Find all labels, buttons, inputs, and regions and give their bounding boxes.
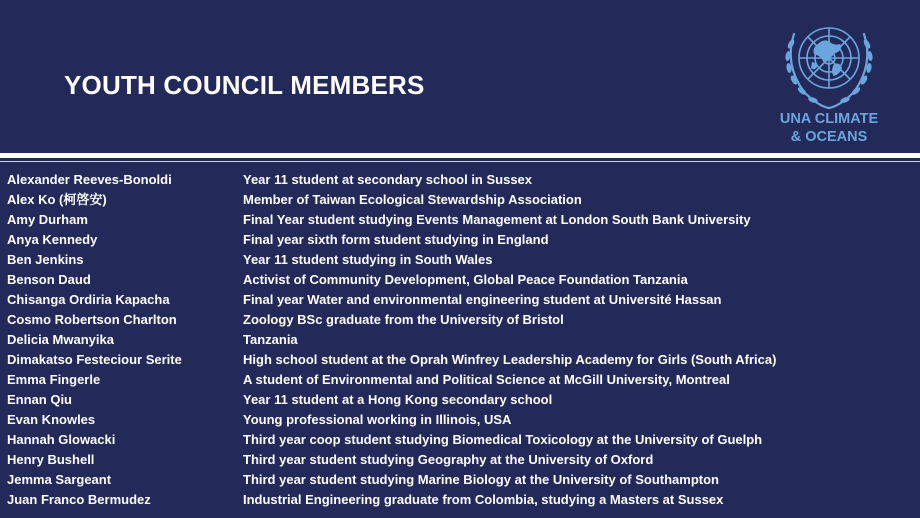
member-description: Final year sixth form student studying in England (243, 232, 549, 247)
una-climate-oceans-logo (770, 12, 888, 148)
member-row (7, 430, 913, 450)
member-name: Delicia Mwanyika (7, 332, 114, 347)
member-name: Dimakatso Festeciour Serite (7, 352, 182, 367)
member-description: Zoology BSc graduate from the University of Bristol (243, 312, 564, 327)
member-row (7, 210, 913, 230)
member-row (7, 470, 913, 490)
member-description: Member of Taiwan Ecological Stewardship Association (243, 192, 582, 207)
member-row (7, 250, 913, 270)
header-divider-thin (0, 161, 920, 162)
member-description: Year 11 student studying in South Wales (243, 252, 493, 267)
member-description: Third year coop student studying Biomedical Toxicology at the University of Guelph (243, 432, 763, 447)
member-row (7, 310, 913, 330)
member-name: Amy Durham (7, 212, 88, 227)
member-description: Activist of Community Development, Global Peace Foundation Tanzania (243, 272, 688, 287)
member-name: Ben Jenkins (7, 252, 84, 267)
member-name: Alex Ko (柯啓安) (7, 192, 107, 207)
member-description: Year 11 student at a Hong Kong secondary school (243, 392, 553, 407)
member-name: Anya Kennedy (7, 232, 98, 247)
logo-text-line2: & OCEANS (790, 129, 868, 145)
member-name: Chisanga Ordiria Kapacha (7, 292, 170, 307)
member-name: Jemma Sargeant (7, 472, 112, 487)
page-title: YOUTH COUNCIL MEMBERS (64, 70, 425, 100)
member-row (7, 370, 913, 390)
member-row (7, 270, 913, 290)
member-description: Third year student studying Marine Biology at the University of Southampton (243, 472, 719, 487)
member-row (7, 350, 913, 370)
member-name: Henry Bushell (7, 452, 95, 467)
member-row (7, 330, 913, 350)
member-row (7, 170, 913, 190)
member-name: Emma Fingerle (7, 372, 101, 387)
member-description: High school student at the Oprah Winfrey Leadership Academy for Girls (South Africa) (243, 352, 777, 367)
member-description: Third year student studying Geography at the University of Oxford (243, 452, 654, 467)
member-row (7, 450, 913, 470)
member-description: Tanzania (243, 332, 298, 347)
member-row (7, 290, 913, 310)
member-description: A student of Environmental and Political Science at McGill University, Montreal (243, 372, 730, 387)
member-description: Final Year student studying Events Management at London South Bank University (243, 212, 751, 227)
member-name: Hannah Glowacki (7, 432, 116, 447)
member-description: Final year Water and environmental engineering student at Université Hassan (243, 292, 722, 307)
member-row (7, 410, 913, 430)
logo-text-line1: UNA CLIMATE (779, 111, 879, 127)
member-name: Alexander Reeves-Bonoldi (7, 172, 172, 187)
member-name: Benson Daud (7, 272, 91, 287)
members-list (7, 170, 913, 510)
member-description: Young professional working in Illinois, USA (243, 412, 512, 427)
member-row (7, 490, 913, 510)
member-row (7, 230, 913, 250)
member-name: Juan Franco Bermudez (7, 492, 151, 507)
member-description: Year 11 student at secondary school in Sussex (243, 172, 533, 187)
member-name: Evan Knowles (7, 412, 96, 427)
member-row (7, 190, 913, 210)
member-row (7, 390, 913, 410)
member-description: Industrial Engineering graduate from Colombia, studying a Masters at Sussex (243, 492, 724, 507)
member-name: Ennan Qiu (7, 392, 72, 407)
member-name: Cosmo Robertson Charlton (7, 312, 177, 327)
un-emblem-icon (774, 14, 884, 114)
header-divider (0, 153, 920, 158)
